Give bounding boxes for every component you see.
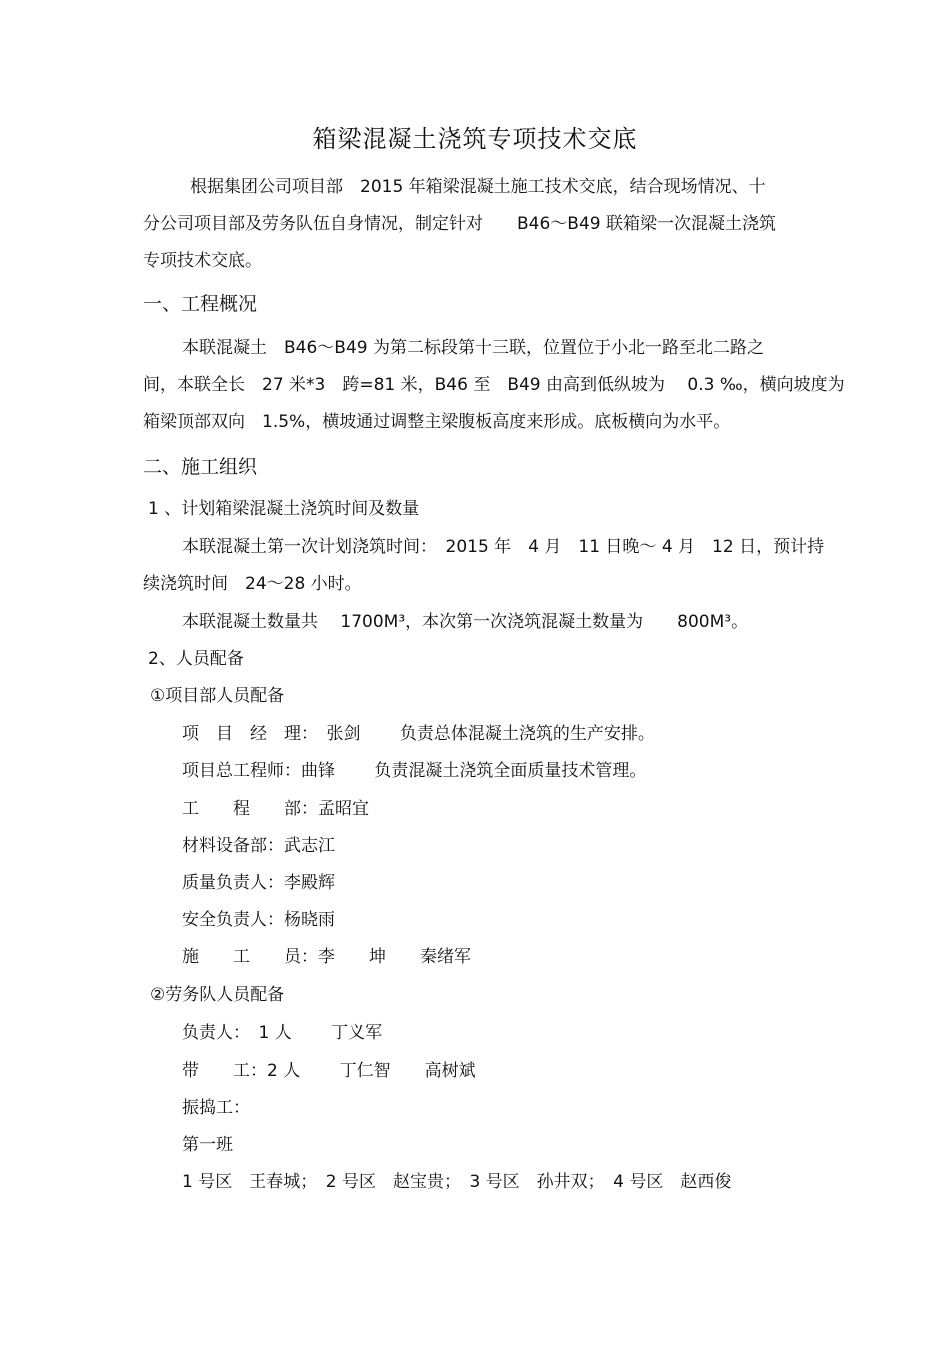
section-1-line-2: 间，本联全长 27 米*3 跨=81 米，B46 至 B49 由高到低纵坡为 0.3 ‰，横向坡度为 xyxy=(143,375,845,395)
intro-line-2: 分公司项目部及劳务队伍自身情况，制定针对 B46～B49 联箱梁一次混凝土浇筑 xyxy=(143,214,776,234)
staff-line: 材料设备部：武志江 xyxy=(182,836,335,856)
staff-line: 质量负责人：李殿辉 xyxy=(182,873,335,893)
labor-line: 1 号区 王春城； 2 号区 赵宝贵； 3 号区 孙井双； 4 号区 赵西俊 xyxy=(182,1172,732,1192)
labor-line: 负责人： 1 人 丁义军 xyxy=(182,1023,383,1043)
staff-line: 项目总工程师：曲锋 负责混凝土浇筑全面质量技术管理。 xyxy=(182,761,647,781)
intro-line-1: 根据集团公司项目部 2015 年箱梁混凝土施工技术交底，结合现场情况、十 xyxy=(190,177,766,197)
staff-line: 项 目 经 理： 张剑 负责总体混凝土浇筑的生产安排。 xyxy=(182,724,655,744)
labor-line: 第一班 xyxy=(182,1135,233,1155)
subsection-1-heading: 1 、计划箱梁混凝土浇筑时间及数量 xyxy=(148,499,420,519)
intro-line-3: 专项技术交底。 xyxy=(143,251,262,271)
section-1-line-3: 箱梁顶部双向 1.5%，横坡通过调整主梁腹板高度来形成。底板横向为水平。 xyxy=(143,412,731,432)
section-2-heading: 二、施工组织 xyxy=(143,456,258,478)
labor-line: 振捣工： xyxy=(182,1098,250,1118)
document-title: 箱梁混凝土浇筑专项技术交底 xyxy=(312,125,638,153)
subsection-1-line-1: 本联混凝土第一次计划浇筑时间： 2015 年 4 月 11 日晚～ 4 月 12 日，预计持 xyxy=(182,537,825,557)
section-1-heading: 一、工程概况 xyxy=(143,293,258,315)
labor-line: 带 工：2 人 丁仁智 高树斌 xyxy=(182,1061,476,1081)
subsection-1-line-3: 本联混凝土数量共 1700M³，本次第一次浇筑混凝土数量为 800M³。 xyxy=(182,612,749,632)
staff-line: 安全负责人：杨晓雨 xyxy=(182,910,335,930)
staff-line: 工 程 部：孟昭宜 xyxy=(182,799,369,819)
project-staff-heading: ①项目部人员配备 xyxy=(150,686,285,706)
staff-line: 施 工 员：李 坤 秦绪军 xyxy=(182,947,471,967)
section-1-line-1: 本联混凝土 B46～B49 为第二标段第十三联，位置位于小北一路至北二路之 xyxy=(182,338,764,358)
labor-team-heading: ②劳务队人员配备 xyxy=(150,985,285,1005)
subsection-1-line-2: 续浇筑时间 24～28 小时。 xyxy=(143,574,362,594)
subsection-2-heading: 2、人员配备 xyxy=(148,649,244,669)
